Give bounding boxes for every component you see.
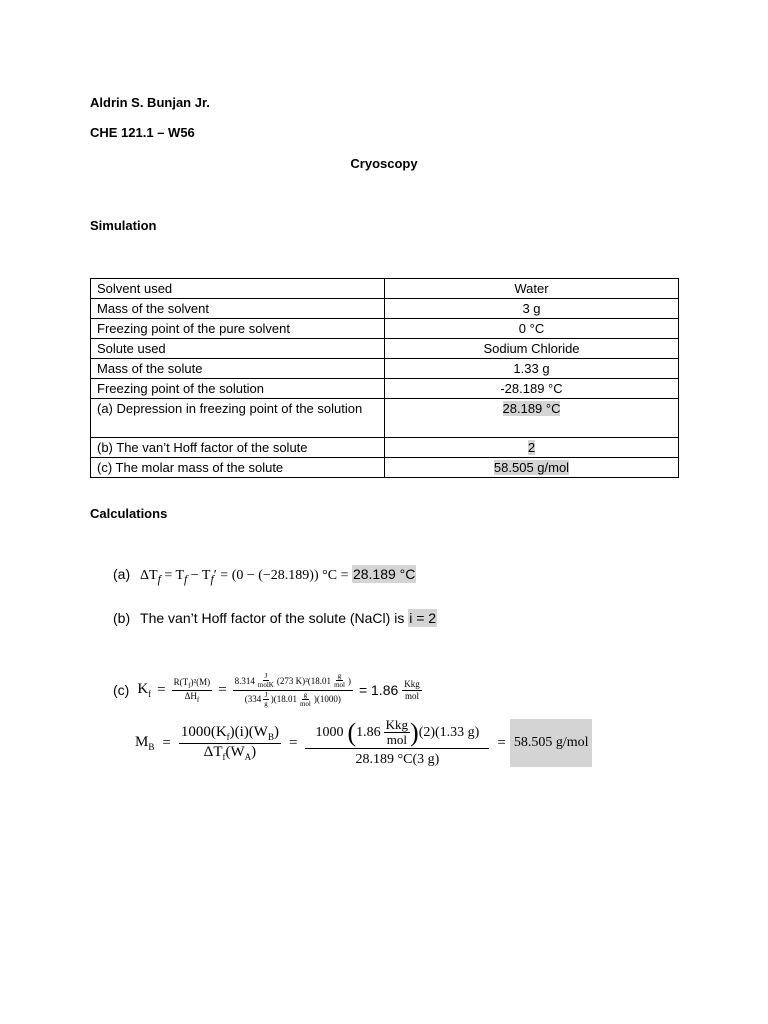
calc-a-lhs-sub: f [157,572,161,586]
mb-formula-fraction [179,724,281,762]
unit-mol: mol [299,699,311,708]
row-label: Mass of the solute [91,359,385,379]
row-label: (c) The molar mass of the solute [91,458,385,478]
kf-num: R(T [173,676,189,687]
row-value [385,379,679,399]
mb-unit-num: Kkg [385,716,409,732]
row-value-text: 1.33 g [513,361,550,376]
kf-sub-num-a: 8.314 [234,675,255,686]
unit-mol: mol [334,681,345,690]
mb-f1-den-sub1: f [222,751,226,762]
calc-c-kf: (c) $K_f$ = $\frac{R(T_f)^2(M)}{\Delta H_f}$ = 8.314 $\frac{J}{\text{molK}}$ (273 K)²(18.01 $\frac{g}{\text{mol}}$ ) (334 $\frac{J}{g}$ )(18.01 $\frac{g}{\text{mol}}$ )(1000) = 1.86 $\frac{\text{Kkg}}{\text{mol}}$ [113,672,420,708]
row-value [385,438,679,458]
author-name: Aldrin S. Bunjan Jr. [90,95,210,110]
calc-c-marker: (c) [113,682,130,698]
kf-den-sub: f [196,695,200,704]
mb-f2-num-b: 1.86 [356,724,381,740]
table-row [91,319,679,339]
kf-sub-den-b: )(18.01 [270,693,297,704]
row-label: Mass of the solvent [91,299,385,319]
mb-result: 58.505 g/mol [510,719,593,767]
row-value-text: Sodium Chloride [483,341,580,356]
calc-a-eq1: = T [164,568,185,583]
mb-f1-den-sub2: A [244,751,252,762]
row-value-text: 2 [527,440,536,455]
mb-lhs: M [135,734,149,750]
row-value-text: 28.189 °C [502,401,561,416]
table-row [91,299,679,319]
row-value [385,339,679,359]
row-value [385,279,679,299]
table-row [91,399,679,438]
mb-f1-den-mid: (W [225,743,245,760]
mb-f1-num-mid: )(i)(W [229,724,268,741]
table-row [91,339,679,359]
row-value-text: 58.505 g/mol [493,460,570,475]
course-code: CHE 121.1 – W56 [90,125,195,140]
row-value-text: 3 g [522,301,541,316]
calculations-heading: Calculations [90,506,168,521]
row-label: Solute used [91,339,385,359]
calc-b [113,610,437,626]
calc-b-marker: (b) [113,610,131,626]
kf-unit-den: mol [405,690,420,701]
simulation-heading: Simulation [90,218,157,233]
row-label: (a) Depression in freezing point of the solution [91,399,385,438]
row-label: Freezing point of the pure solvent [91,319,385,339]
row-value-text: 0 °C [518,321,545,336]
unit-j: J [264,690,268,699]
unit-j: J [264,672,268,681]
table-row [91,458,679,478]
calc-b-text: The van’t Hoff factor of the solute (NaCl) is [140,610,405,626]
mb-f2-num-a: 1000 [315,724,344,740]
kf-sub-num-b: (273 K)²(18.01 [276,675,332,686]
mb-f1-den-end: ) [251,743,257,760]
mb-f1-den: ΔT [203,743,223,760]
row-value [385,399,679,438]
kf-value: = 1.86 [358,682,399,698]
unit-g: g [337,672,342,681]
mb-f2-den: 28.189 °C(3 g) [355,752,440,768]
kf-sub-den-c: )(1000) [313,693,341,704]
kf-num-rest: )²(M) [190,676,211,687]
calc-a-eq1-sub: f [184,572,188,586]
row-value-text: -28.189 °C [500,381,563,396]
document-title: Cryoscopy [350,156,418,171]
row-value [385,319,679,339]
row-value [385,359,679,379]
kf-sub-den-a: (334 [244,693,262,704]
calc-c-kf-sub: f [148,689,152,699]
kf-num-sub: f [188,681,191,690]
kf-sub-num-c: ) [347,675,351,686]
calc-b-result: i = 2 [409,610,437,626]
mb-f1-num-end: ) [273,724,279,741]
row-value [385,458,679,478]
mb-f1-num-sub2: B [267,732,274,743]
row-label: (b) The van’t Hoff factor of the solute [91,438,385,458]
mb-f1-num-sub1: f [226,732,230,743]
kf-unit-num: Kkg [404,679,420,690]
calc-a-result: 28.189 °C [352,566,416,582]
kf-den: ΔH [184,690,197,701]
mb-f1-num: 1000(K [180,724,227,741]
calc-a-prime: ′ [213,568,217,583]
calc-a-minus-sub: f [210,572,214,586]
kf-unit [402,679,422,701]
calc-a-marker: (a) [113,566,131,582]
kf-formula-fraction [172,677,213,704]
row-value [385,299,679,319]
mb-sub: B [148,742,155,752]
unit-g: g [264,699,268,708]
kf-substituted-fraction [233,672,353,707]
table-row [91,279,679,299]
table-row [91,379,679,399]
calc-a [113,566,416,586]
calc-c-mb: $M_B$ = $\frac{1000(K_f)(i)(W_B)}{\Delta T_f(W_A)}$ = 1000 ( 1.86 $\frac{\text{Kkg}}{\text{mol}}$ ) (2)(1.33 g) 28.189 °C(3 g) = 58.505 g/mol [135,716,592,770]
row-value-text: Water [514,281,549,296]
calc-a-minus: − T [190,568,211,583]
row-label: Solvent used [91,279,385,299]
calc-c-kf-lhs: K [137,681,149,697]
mb-f2-num-c: (2)(1.33 g) [418,724,480,740]
unit-molk: molK [257,681,274,690]
row-label: Freezing point of the solution [91,379,385,399]
calc-a-expr: = (0 − (−28.189)) °C = [220,568,349,583]
mb-unit-den: mol [386,732,407,748]
simulation-table [90,278,679,478]
mb-substituted-fraction: 1000 ( 1.86 $\frac{\text{Kkg}}{\text{mol}}$ ) (2)(1.33 g) 28.189 °C(3 g) [305,718,489,769]
calc-a-lhs: ΔT [140,568,158,583]
table-row [91,359,679,379]
unit-g: g [303,690,308,699]
table-row [91,438,679,458]
